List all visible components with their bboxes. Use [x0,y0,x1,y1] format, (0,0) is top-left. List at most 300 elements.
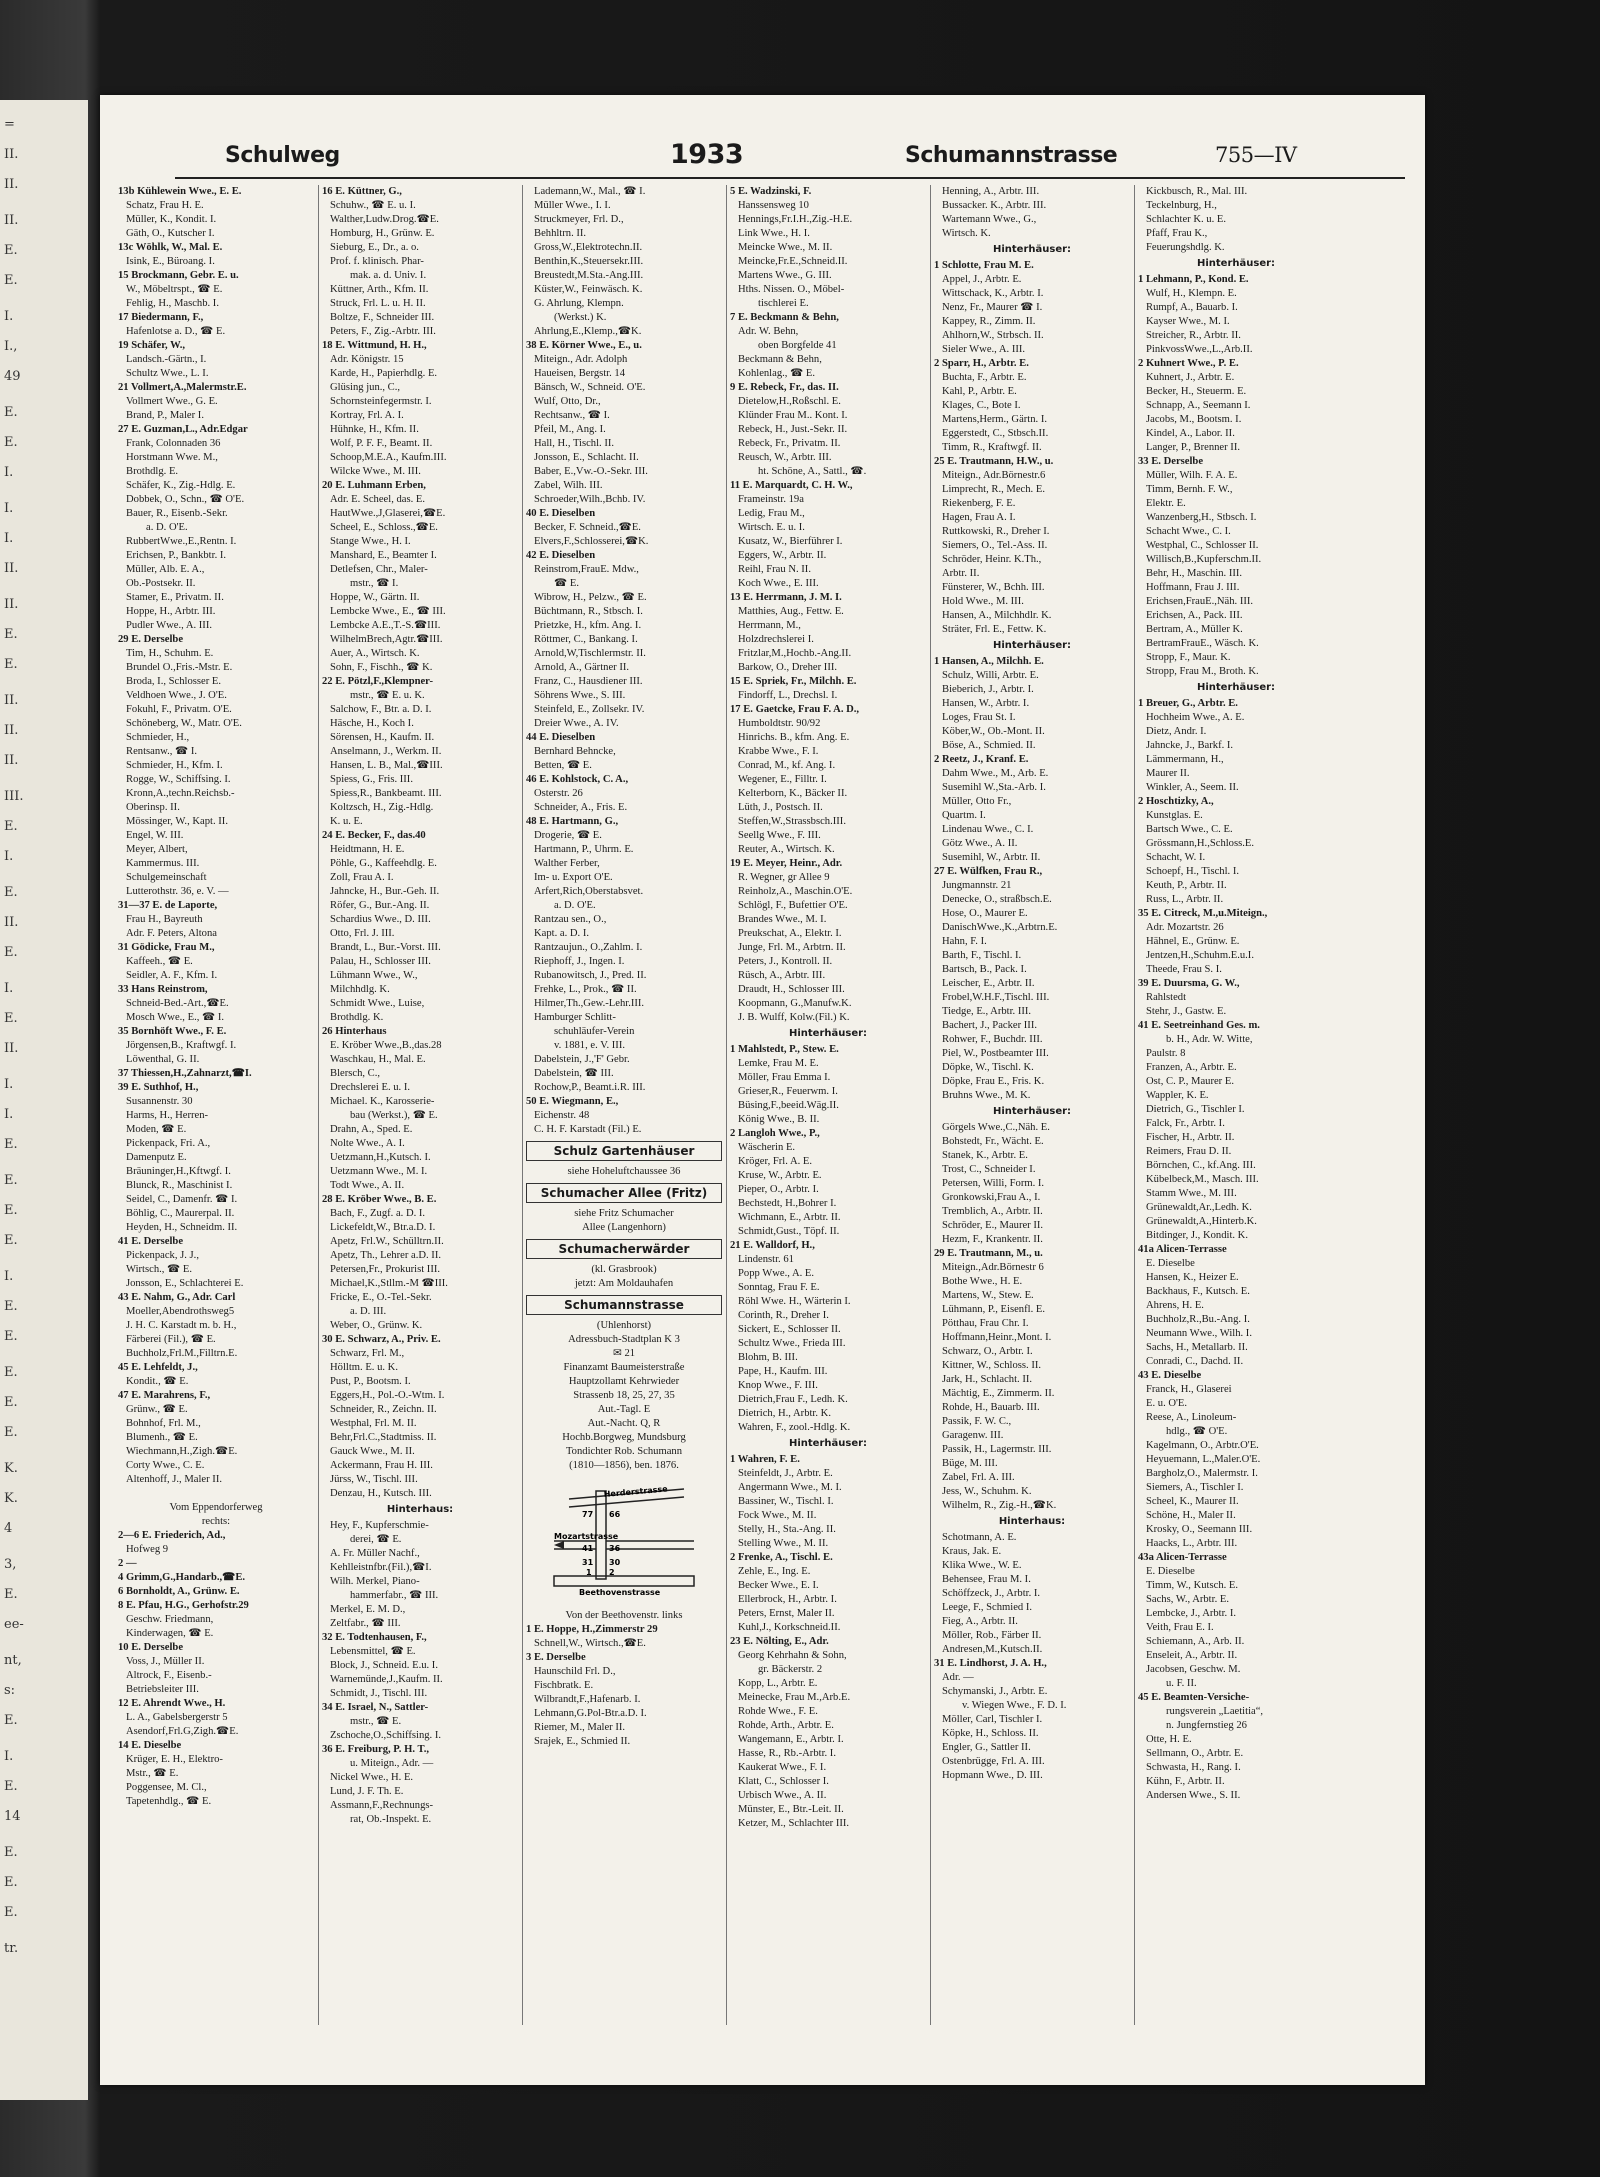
directory-entry: Rohde, H., Bauarb. III. [942,1402,1040,1413]
directory-entry: Broda, I., Schlosser E. [126,676,222,687]
directory-entry: Sachs, W., Arbtr. E. [1146,1594,1229,1605]
directory-entry: A. Fr. Müller Nachf., [330,1548,420,1559]
directory-entry: Bussacker. K., Arbtr. III. [942,200,1047,211]
directory-entry: Haueisen, Bergstr. 14 [534,368,626,379]
directory-entry: 41 E. Seetreinhand Ges. m. [1138,1020,1260,1031]
column-4 [730,185,926,1831]
directory-entry: Kronn,A.,techn.Reichsb.- [126,788,235,799]
directory-entry: Eggers,H., Pol.-O.-Wtm. I. [330,1390,445,1401]
directory-entry: Bachert, J., Packer III. [942,1020,1038,1031]
directory-entry: Hähnel, E., Grünw. E. [1146,936,1240,947]
directory-entry: 1 Breuer, G., Arbtr. E. [1138,698,1238,709]
directory-entry: Bothe Wwe., H. E. [942,1276,1023,1287]
directory-entry: Baber, E.,Vw.-O.-Sekr. III. [534,466,648,477]
directory-entry: Brothdlg. K. [330,1012,384,1023]
directory-entry: Quartm. I. [942,810,986,821]
directory-entry: Krabbe Wwe., F. I. [738,746,819,757]
directory-entry: 38 E. Körner Wwe., E., u. [526,340,642,351]
directory-entry: 47 E. Marahrens, F., [118,1390,211,1401]
directory-entry: Jark, H., Schlacht. II. [942,1374,1033,1385]
directory-entry: Enseleit, A., Arbtr. II. [1146,1650,1238,1661]
directory-entry: Schoepf, H., Tischl. I. [1146,866,1239,877]
column-divider [522,185,523,2025]
directory-entry: Grünw., ☎ E. [126,1404,188,1415]
directory-entry: Kelterborn, K., Bäcker II. [738,788,848,799]
directory-entry: Hasse, R., Rb.-Arbtr. I. [738,1748,836,1759]
directory-entry: Schöne, H., Maler II. [1146,1510,1236,1521]
directory-entry: Kuhl,J., Korkschneid.II. [738,1622,841,1633]
directory-entry: Schneid-Bed.-Art.,☎E. [126,998,229,1009]
directory-entry: Kruse, W., Arbtr. E. [738,1170,822,1181]
directory-entry: Link Wwe., H. I. [738,228,810,239]
directory-entry: u. F. II. [1166,1678,1197,1689]
directory-entry: Brandt, L., Bur.-Vorst. III. [330,942,441,953]
directory-entry: Ost, C. P., Maurer E. [1146,1076,1234,1087]
directory-entry: Pfeil, M., Ang. I. [534,424,606,435]
street-info: siehe Fritz Schumacher [574,1208,674,1219]
directory-entry: 7 E. Beckmann & Behn, [730,312,839,323]
house-number: 77 [582,1510,594,1519]
directory-entry: 40 E. Dieselben [526,508,596,519]
directory-entry: Wilbrandt,F.,Hafenarb. I. [534,1694,641,1705]
directory-entry: Draudt, H., Schlosser III. [738,984,845,995]
house-number: 66 [609,1510,621,1519]
margin-fragment: E. [4,1173,18,1188]
directory-entry: Sonntag, Frau F. E. [738,1282,820,1293]
directory-entry: Isink, E., Büroang. I. [126,256,215,267]
directory-entry: Spiess,R., Bankbeamt. III. [330,788,442,799]
directory-entry: Conradi, C., Dachd. II. [1146,1356,1244,1367]
directory-entry: Bauer, R., Eisenb.-Sekr. [126,508,228,519]
directory-entry: Moden, ☎ E. [126,1124,187,1135]
margin-fragment: E. [4,1329,18,1344]
directory-entry: Haacks, L., Arbtr. III. [1146,1538,1238,1549]
directory-entry: 20 E. Luhmann Erben, [322,480,426,491]
directory-entry: Asendorf,Frl.G,Zigh.☎E. [126,1726,239,1737]
directory-entry: Schöffzeck, J., Arbtr. I. [942,1588,1041,1599]
directory-entry: Reimers, Frau D. II. [1146,1146,1232,1157]
directory-entry: Bruhns Wwe., M. K. [942,1090,1031,1101]
directory-entry: Dietrich, H., Arbtr. K. [738,1408,831,1419]
directory-entry: Gross,W.,Elektrotechn.II. [534,242,643,253]
directory-entry: Pudler Wwe., A. III. [126,620,213,631]
directory-entry: Reusch, W., Arbtr. III. [738,452,832,463]
directory-entry: Nolte Wwe., A. I. [330,1138,405,1149]
directory-entry: Möller, Carl, Tischler I. [942,1714,1043,1725]
directory-entry: Ackermann, Frau H. III. [330,1460,433,1471]
directory-entry: Veldhoen Wwe., J. O'E. [126,690,227,701]
directory-entry: Brundel O.,Fris.-Mstr. E. [126,662,233,673]
directory-entry: Grieser,R., Feuerwm. I. [738,1086,838,1097]
directory-entry: Wulf, Otto, Dr., [534,396,601,407]
directory-entry: Struckmeyer, Frl. D., [534,214,624,225]
directory-entry: G. Ahrlung, Klempn. [534,298,624,309]
directory-entry: Söhrens Wwe., S. III. [534,690,626,701]
directory-entry: Steinfeldt, J., Arbtr. E. [738,1468,833,1479]
directory-entry: Fischbratk. E. [534,1680,594,1691]
directory-entry: Schultz Wwe., Frieda III. [738,1338,846,1349]
directory-entry: Hafenlotse a. D., ☎ E. [126,326,226,337]
directory-entry: Behhltrn. II. [534,228,587,239]
directory-entry: Westphal, C., Schlosser II. [1146,540,1259,551]
section-heading: Hinterhäuser: [1196,682,1276,693]
directory-entry: Manshard, E., Beamter I. [330,550,437,561]
directory-entry: Fieg, A., Arbtr. II. [942,1616,1018,1627]
directory-entry: Arnold, A., Gärtner II. [534,662,630,673]
directory-entry: Martens,Herm., Gärtn. I. [942,414,1048,425]
street-info: rechts: [201,1516,231,1527]
directory-entry: Wolf, P. F. F., Beamt. II. [330,438,433,449]
directory-entry: Matthies, Aug., Fettw. E. [738,606,844,617]
directory-entry: Klatt, C., Schlosser I. [738,1776,829,1787]
directory-entry: (Werkst.) K. [554,312,607,323]
directory-entry: 21 Vollmert,A.,Malermstr.E. [118,382,247,393]
directory-entry: Stange Wwe., H. I. [330,536,411,547]
directory-entry: Wittschack, K., Arbtr. I. [942,288,1044,299]
directory-entry: Siemers, A., Tischler I. [1146,1482,1244,1493]
directory-entry: tischlerei E. [758,298,809,309]
directory-entry: Winkler, A., Seem. II. [1146,782,1239,793]
directory-entry: Lademann,W., Mal., ☎ I. [534,186,646,197]
directory-entry: Böse, A., Schmied. II. [942,740,1036,751]
street-info: (kl. Grasbrook) [591,1264,657,1275]
directory-entry: Susemihl W.,Sta.-Arb. I. [942,782,1046,793]
directory-entry: Löwenthal, G. II. [126,1054,200,1065]
directory-entry: 15 Brockmann, Gebr. E. u. [118,270,239,281]
directory-entry: Lehmann,G.Pol-Btr.a.D. I. [534,1708,647,1719]
header-page-number: 755—IV [1215,143,1297,167]
directory-entry: Appel, J., Arbtr. E. [942,274,1022,285]
page-header [175,135,1405,175]
directory-entry: Dietrich,Frau F., Ledh. K. [738,1394,848,1405]
directory-entry: Arnold,W,Tischlermstr. II. [534,648,646,659]
directory-entry: Uetzmann Wwe., M. I. [330,1166,428,1177]
directory-entry: Warnemünde,J.,Kaufm. II. [330,1674,443,1685]
directory-entry: v. Wiegen Wwe., F. D. I. [962,1700,1067,1711]
directory-entry: Gauck Wwe., M. II. [330,1446,415,1457]
margin-fragment: E. [4,1905,18,1920]
directory-entry: Langer, P., Brenner II. [1146,442,1241,453]
directory-entry: Bartsch Wwe., C. E. [1146,824,1233,835]
margin-fragment: I. [4,981,14,996]
directory-entry: Möller, Frau Emma I. [738,1072,831,1083]
directory-entry: Dabelstein, ☎ III. [534,1068,614,1079]
directory-entry: Zabel, Wilh. III. [534,480,603,491]
margin-fragment: = [4,117,15,132]
directory-entry: Lindenstr. 61 [738,1254,794,1265]
directory-entry: Haunschild Frl. D., [534,1666,616,1677]
margin-fragment: E. [4,1425,18,1440]
street-info: Aut.-Nacht. Q, R [587,1418,661,1429]
directory-entry: E. u. O'E. [1146,1398,1188,1409]
directory-entry: R. Wegner, gr Allee 9 [738,872,830,883]
directory-entry: Heyuemann, L.,Maler.O'E. [1146,1454,1261,1465]
margin-fragment: II. [4,561,19,576]
directory-entry: Stamm Wwe., M. III. [1146,1188,1237,1199]
directory-entry: Lembcke Wwe., E., ☎ III. [330,606,446,617]
directory-entry: n. Jungfernstieg 26 [1166,1720,1247,1731]
margin-fragment: E. [4,1587,18,1602]
directory-entry: Sörensen, H., Kaufm. II. [330,732,435,743]
directory-entry: RubbertWwe.,E.,Rentn. I. [126,536,237,547]
directory-entry: Block, J., Schneid. E.u. I. [330,1660,438,1671]
directory-entry: König Wwe., B. II. [738,1114,820,1125]
directory-entry: 48 E. Hartmann, G., [526,816,619,827]
directory-entry: Heyden, H., Schneidm. II. [126,1222,238,1233]
directory-entry: Riemer, M., Maler II. [534,1722,626,1733]
street-info: Allee (Langenhorn) [582,1222,666,1233]
directory-entry: Rumpf, A., Bauarb. I. [1146,302,1238,313]
directory-entry: Kaffeeh., ☎ E. [126,956,193,967]
margin-fragment: I. [4,849,14,864]
directory-entry: 2—6 E. Friederich, Ad., [118,1530,226,1541]
directory-entry: Müller, Alb. E. A., [126,564,205,575]
directory-entry: Merkel, E. M. D., [330,1604,406,1615]
directory-entry: Blumenh., ☎ E. [126,1432,198,1443]
column-divider [1134,185,1135,2025]
directory-entry: Preukschat, A., Elektr. I. [738,928,842,939]
directory-entry: rat, Ob.-Inspekt. E. [350,1814,432,1825]
directory-entry: a. D. O'E. [146,522,188,533]
directory-entry: Schultz Wwe., L. I. [126,368,209,379]
directory-entry: Hansen, A., Milchhdlr. K. [942,610,1052,621]
directory-entry: Zoll, Frau A. I. [330,872,394,883]
directory-entry: Bechstedt, H.,Bohrer I. [738,1198,837,1209]
margin-fragment: III. [4,789,24,804]
directory-entry: Schröder, E., Maurer II. [942,1220,1044,1231]
street-info: (1810—1856), ben. 1876. [569,1460,679,1471]
directory-entry: Rochow,P., Beamt.i.R. III. [534,1082,646,1093]
margin-fragment: E. [4,273,18,288]
directory-entry: Schroeder,Wilh.,Bchb. IV. [534,494,646,505]
directory-entry: Waschkau, H., Mal. E. [330,1054,426,1065]
directory-entry: Ob.-Postsekr. II. [126,578,196,589]
margin-fragment: II. [4,597,19,612]
directory-entry: Arfert,Rich,Oberstabsvet. [534,886,644,897]
directory-entry: Ruttkowski, R., Dreher I. [942,526,1050,537]
directory-entry: derei, ☎ E. [350,1534,402,1545]
directory-entry: 1 Lehmann, P., Kond. E. [1138,274,1249,285]
directory-entry: Buchholz,Frl.M.,Filltrn.E. [126,1348,238,1359]
directory-entry: Jonsson, E., Schlachterei E. [126,1278,244,1289]
directory-entry: Falck, Fr., Arbtr. I. [1146,1118,1225,1129]
directory-entry: Stehr, J., Gastw. E. [1146,1006,1227,1017]
directory-entry: 29 E. Trautmann, M., u. [934,1248,1043,1259]
directory-entry: gr. Bäckerstr. 2 [758,1664,823,1675]
directory-entry: Damenputz E. [126,1152,187,1163]
margin-fragment: E. [4,1299,18,1314]
directory-entry: Rebeck, Fr., Privatm. II. [738,438,841,449]
directory-entry: Kusatz, W., Bierführer I. [738,536,843,547]
directory-entry: 9 E. Rebeck, Fr., das. II. [730,382,839,393]
margin-fragment: II. [4,915,19,930]
directory-entry: Steinfeld, E., Zollsekr. IV. [534,704,645,715]
directory-entry: Röfer, G., Bur.-Ang. II. [330,900,430,911]
directory-entry: Blunck, R., Maschinist I. [126,1180,233,1191]
directory-entry: Drechslerei E. u. I. [330,1082,411,1093]
directory-entry: Popp Wwe., A. E. [738,1268,815,1279]
directory-entry: Becker, H., Steuerm. E. [1146,386,1247,397]
directory-entry: Hansen, K., Heizer E. [1146,1272,1239,1283]
directory-entry: 27 E. Guzman,L., Adr.Edgar [118,424,248,435]
directory-entry: 13c Wöhlk, W., Mal. E. [118,242,223,253]
directory-entry: 19 Schäfer, W., [118,340,186,351]
directory-entry: Ahrens, H. E. [1146,1300,1204,1311]
directory-entry: 25 E. Trautmann, H.W., u. [934,456,1054,467]
directory-entry: Peters, Ernst, Maler II. [738,1608,835,1619]
directory-entry: Peters, J., Kontroll. II. [738,956,833,967]
directory-entry: Schnell,W., Wirtsch.,☎E. [534,1638,646,1649]
directory-entry: Eichenstr. 48 [534,1110,590,1121]
directory-entry: Reese, A., Linoleum- [1146,1412,1237,1423]
directory-entry: Arbtr. II. [942,568,980,579]
directory-entry: Brand, P., Maler I. [126,410,204,421]
directory-entry: Reuter, A., Wirtsch. K. [738,844,835,855]
directory-entry: Backhaus, F., Kutsch. E. [1146,1286,1250,1297]
directory-entry: Wulf, H., Klempn. E. [1146,288,1237,299]
directory-entry: Hinrichs. B., kfm. Ang. E. [738,732,850,743]
directory-entry: v. 1881, e. V. III. [554,1040,626,1051]
directory-entry: Reinstrom,FrauE. Mdw., [534,564,639,575]
directory-entry: Petersen,Fr., Prokurist III. [330,1264,441,1275]
directory-entry: Nenz, Fr., Maurer ☎ I. [942,302,1043,313]
directory-entry: Tapetenhdlg., ☎ E. [126,1796,212,1807]
directory-entry: Kindel, A., Labor. II. [1146,428,1235,439]
directory-entry: Kagelmann, O., Arbtr.O'E. [1146,1440,1259,1451]
directory-entry: Im- u. Export O'E. [534,872,613,883]
directory-entry: Conrad, M., kf. Ang. I. [738,760,836,771]
directory-entry: Pfaff, Frau K., [1146,228,1208,239]
directory-entry: 44 E. Dieselben [526,732,596,743]
directory-entry: Schmieder, H., Kfm. I. [126,760,223,771]
directory-entry: Dreier Wwe., A. IV. [534,718,619,729]
directory-entry: Fokuhl, F., Privatm. O'E. [126,704,232,715]
directory-entry: Drogerie, ☎ E. [534,830,602,841]
directory-entry: Scheel, K., Maurer II. [1146,1496,1239,1507]
directory-entry: Schnapp, A., Seemann I. [1146,400,1251,411]
directory-entry: Zabel, Frl. A. III. [942,1472,1015,1483]
directory-entry: Adr. E. Scheel, das. E. [330,494,426,505]
directory-entry: Spiess, G., Fris. III. [330,774,413,785]
directory-entry: Behr,Frl.C.,Stadtmiss. II. [330,1432,437,1443]
margin-fragment: II. [4,753,19,768]
directory-entry: Ostenbrügge, Frl. A. III. [942,1756,1045,1767]
directory-entry: Barth, F., Tischl. I. [942,950,1022,961]
directory-entry: Sickert, E., Schlosser II. [738,1324,841,1335]
directory-entry: Engel, W. III. [126,830,184,841]
directory-entry: Kraus, Jak. E. [942,1546,1002,1557]
section-heading: Hinterhäuser: [788,1028,868,1039]
directory-entry: Grünewaldt,A.,Hinterb.K. [1146,1216,1257,1227]
street-heading: Schumannstrasse [526,1295,722,1315]
directory-entry: Hölltm. E. u. K. [330,1362,398,1373]
margin-fragment: E. [4,885,18,900]
margin-fragment: I. [4,531,14,546]
directory-entry: Schlögl, F., Bufettier O'E. [738,900,848,911]
directory-entry: Hold Wwe., M. III. [942,596,1024,607]
directory-entry: Junge, Frl. M., Arbtrn. II. [738,942,846,953]
directory-entry: Zschoche,O.,Schiffsing. I. [330,1730,442,1741]
directory-entry: Rantzaujun., O.,Zahlm. I. [534,942,643,953]
directory-entry: BertramFrauE., Wäsch. K. [1146,638,1259,649]
directory-entry: Schäfer, K., Zig.-Hdlg. E. [126,480,236,491]
directory-entry: 31—37 E. de Laporte, [118,900,218,911]
directory-entry: Schneider, R., Zeichn. II. [330,1404,437,1415]
section-heading: Hinterhaus: [386,1504,454,1515]
directory-entry: Becker Wwe., E. I. [738,1580,819,1591]
directory-entry: 1 Mahlstedt, P., Stew. E. [730,1044,839,1055]
directory-entry: Miteign., Adr.Börnestr.6 [942,470,1046,481]
directory-entry: mstr., ☎ I. [350,578,399,589]
directory-entry: Kappey, R., Zimm. II. [942,316,1036,327]
directory-entry: Weber, O., Grünw. K. [330,1320,423,1331]
directory-entry: L. A., Gabelsbergerstr 5 [126,1712,228,1723]
directory-entry: Horstmann Wwe. M., [126,452,218,463]
directory-entry: Böhlig, C., Maurerpal. II. [126,1208,235,1219]
directory-entry: Rahlstedt [1146,992,1187,1003]
directory-entry: 2 Kuhnert Wwe., P. E. [1138,358,1239,369]
directory-entry: Rogge, W., Schiffsing. I. [126,774,231,785]
margin-fragment: I. [4,1077,14,1092]
directory-entry: Büsing,F.,beeid.Wäg.II. [738,1100,839,1111]
directory-entry: 13 E. Herrmann, J. M. I. [730,592,842,603]
directory-entry: Zehle, E., Ing. E. [738,1566,811,1577]
directory-entry: 36 E. Freiburg, P. H. T., [322,1744,430,1755]
directory-entry: Benthin,K.,Steuersekr.III. [534,256,644,267]
directory-entry: b. H., Adr. W. Witte, [1166,1034,1253,1045]
directory-entry: Altrock, F., Eisenb.- [126,1670,212,1681]
directory-entry: PinkvossWwe.,L.,Arb.II. [1146,344,1253,355]
directory-entry: Frank, Colonnaden 36 [126,438,221,449]
directory-entry: 1 Schlotte, Frau M. E. [934,260,1034,271]
directory-entry: Sträter, Frl. E., Fettw. K. [942,624,1047,635]
directory-entry: Vollmert Wwe., G. E. [126,396,218,407]
directory-entry: 45 E. Beamten-Versiche- [1138,1692,1250,1703]
column-3 [526,185,722,1749]
directory-entry: Angermann Wwe., M. I. [738,1482,842,1493]
directory-entry: Engler, G., Sattler II. [942,1742,1031,1753]
directory-entry: Passik, F. W. C., [942,1416,1012,1427]
directory-entry: Dobbek, O., Schn., ☎ O'E. [126,494,245,505]
directory-entry: Schmidt, J., Tischl. III. [330,1688,428,1699]
directory-entry: Kaukerat Wwe., F. I. [738,1762,827,1773]
directory-entry: Grössmann,H.,Schloss.E. [1146,838,1254,849]
directory-entry: Hagen, Frau A. I. [942,512,1016,523]
directory-entry: Georg Kehrhahn & Sohn, [738,1650,847,1661]
directory-entry: Piel, W., Postbeamter III. [942,1048,1049,1059]
directory-entry: Kopp, L., Arbtr. E. [738,1678,818,1689]
directory-entry: Lühmann Wwe., W., [330,970,418,981]
directory-entry: Wiechmann,H.,Zigh.☎E. [126,1446,238,1457]
directory-entry: Scheel, E., Schloss.,☎E. [330,522,438,533]
margin-fragment: nt, [4,1653,22,1668]
directory-entry: Karde, H., Papierhdlg. E. [330,368,438,379]
directory-entry: Franz, C., Hausdiener III. [534,676,643,687]
directory-entry: Meinecke, Frau M.,Arb.E. [738,1692,851,1703]
directory-entry: Ahrlung,E.,Klemp.,☎K. [534,326,642,337]
directory-entry: Denecke, O., straßbsch.E. [942,894,1052,905]
directory-entry: Erichsen, P., Bankbtr. I. [126,550,227,561]
margin-fragment: II. [4,177,19,192]
directory-entry: C. H. F. Karstadt (Fil.) E. [534,1124,642,1135]
directory-entry: 43 E. Nahm, G., Adr. Carl [118,1292,236,1303]
directory-entry: Kahl, P., Arbtr. E. [942,386,1017,397]
directory-entry: Heidtmann, H. E. [330,844,405,855]
directory-entry: Sellmann, O., Arbtr. E. [1146,1748,1244,1759]
directory-entry: Kortray, Frl. A. I. [330,410,404,421]
directory-entry: Wichmann, E., Arbtr. II. [738,1212,841,1223]
margin-fragment: E. [4,1845,18,1860]
